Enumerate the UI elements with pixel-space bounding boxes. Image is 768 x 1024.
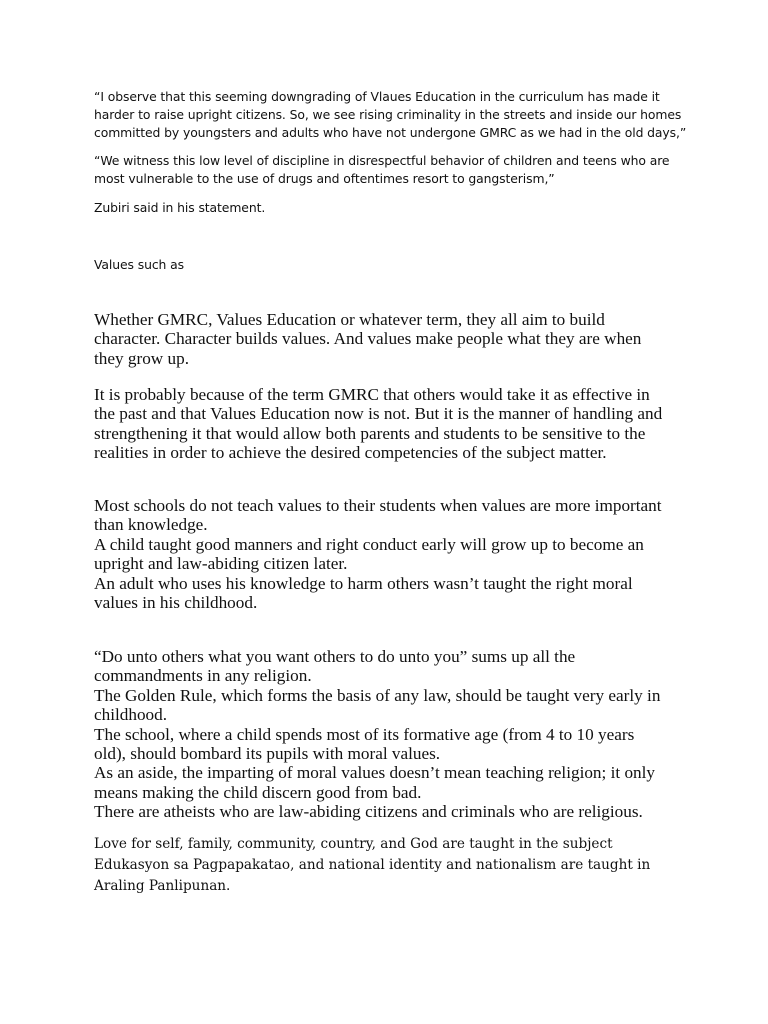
text-line: realities in order to achieve the desired competencies of the subject matter. [94, 443, 607, 463]
text-line: Edukasyon sa Pagpapakatao, and national identity and nationalism are taught in [94, 857, 651, 873]
quote-paragraph-1 [94, 88, 687, 142]
paragraph-1 [94, 310, 684, 368]
text-line: A child taught good manners and right conduct early will grow up to become an [94, 534, 644, 554]
text-line: childhood. [94, 705, 168, 725]
text-line: committed by youngsters and adults who have not undergone GMRC as we had in the old days,” [94, 125, 687, 140]
text-line: means making the child discern good from bad. [94, 782, 422, 802]
text-line: Zubiri said in his statement. [94, 200, 266, 215]
text-line: upright and law-abiding citizen later. [94, 554, 348, 574]
text-line: the past and that Values Education now is not. But it is the manner of handling and [94, 404, 663, 424]
text-line: An adult who uses his knowledge to harm others wasn’t taught the right moral [94, 573, 633, 593]
text-line: As an aside, the imparting of moral values doesn’t mean teaching religion; it only [94, 763, 656, 783]
text-line: strengthening it that would allow both parents and students to be sensitive to the [94, 423, 646, 443]
text-line: Values such as [94, 257, 184, 272]
text-line: old), should bombard its pupils with moral values. [94, 744, 441, 764]
text-line: Araling Panlipunan. [94, 878, 231, 894]
text-line: most vulnerable to the use of drugs and oftentimes resort to gangsterism,” [94, 171, 555, 186]
text-line: There are atheists who are law-abiding citizens and criminals who are religious. [94, 802, 643, 822]
text-line: character. Character builds values. And values make people what they are when [94, 329, 642, 349]
text-line: “I observe that this seeming downgrading of Vlaues Education in the curriculum has made it [94, 89, 660, 104]
attribution-line [94, 199, 684, 217]
text-line: The school, where a child spends most of its formative age (from 4 to 10 years [94, 724, 635, 744]
text-line: The Golden Rule, which forms the basis of any law, should be taught very early in [94, 685, 661, 705]
paragraph-3 [94, 496, 684, 612]
text-line: “We witness this low level of discipline in disrespectful behavior of children and teens who are [94, 153, 670, 168]
paragraph-5 [94, 834, 684, 897]
text-line: commandments in any religion. [94, 666, 312, 686]
values-such-as-line [94, 256, 684, 274]
text-line: than knowledge. [94, 515, 208, 535]
text-line: harder to raise upright citizens. So, we see rising criminality in the streets and inside our homes [94, 107, 682, 122]
text-line: values in his childhood. [94, 593, 258, 613]
text-line: Love for self, family, community, country, and God are taught in the subject [94, 836, 613, 852]
text-line: they grow up. [94, 348, 189, 368]
text-line: “Do unto others what you want others to do unto you” sums up all the [94, 647, 576, 666]
text-line: Whether GMRC, Values Education or whatever term, they all aim to build [94, 310, 605, 329]
text-line: Most schools do not teach values to their students when values are more important [94, 496, 662, 515]
quote-paragraph-2 [94, 152, 684, 188]
text-line: It is probably because of the term GMRC that others would take it as effective in [94, 385, 650, 404]
paragraph-4 [94, 647, 684, 822]
paragraph-2 [94, 385, 684, 463]
